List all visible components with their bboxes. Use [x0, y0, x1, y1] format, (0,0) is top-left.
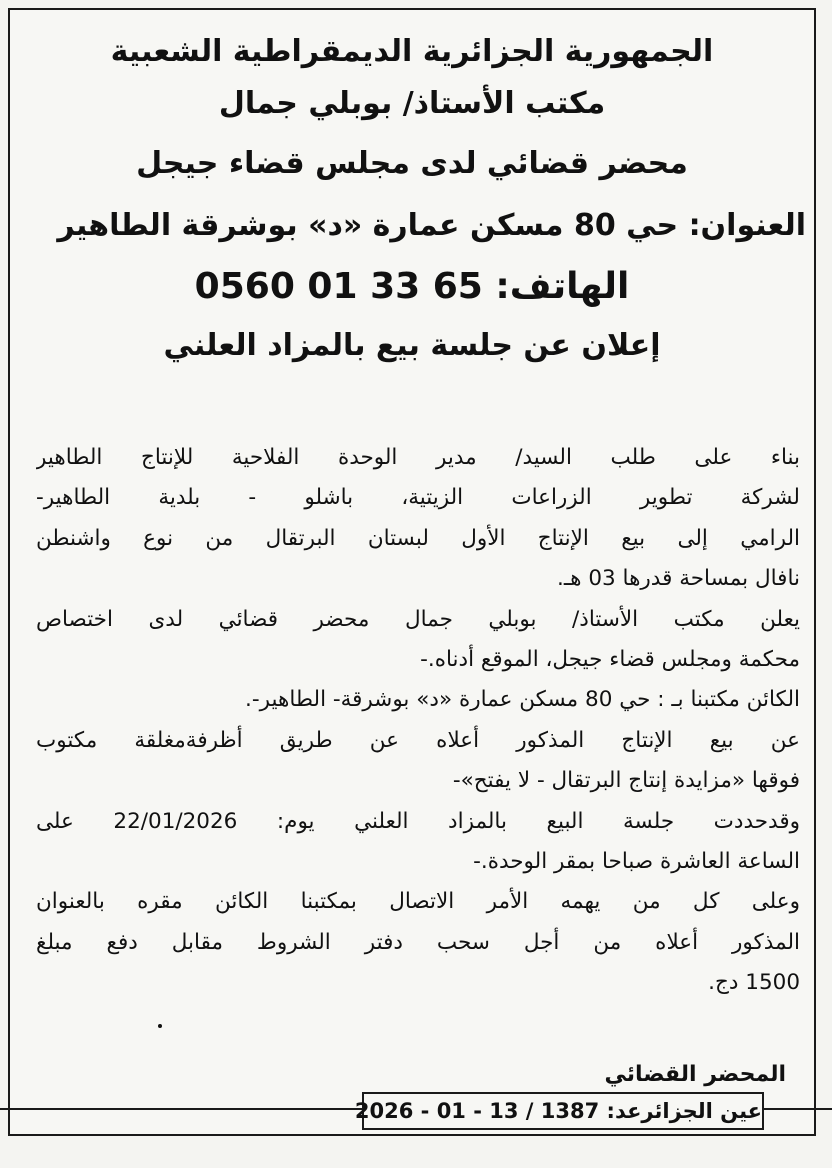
signature: المحضر القضائي	[604, 1062, 786, 1087]
office-address: العنوان: حي 80 مسكن عمارة «د» بوشرقة الطاهير	[57, 208, 806, 243]
announcement-title: إعلان عن جلسة بيع بالمزاد العلني	[163, 328, 661, 363]
state-title: الجمهورية الجزائرية الديمقراطية الشعبية	[110, 34, 714, 69]
body-line: بناء على طلب السيد/ مدير الوحدة الفلاحية للإنتاج الطاهير	[36, 445, 800, 470]
body-line: محكمة ومجلس قضاء جيجل، الموقع أدناه.-	[420, 647, 800, 673]
body-line: وقدحددت جلسة البيع بالمزاد العلني يوم: 22/01/2026 على	[36, 808, 800, 834]
body-line: عن بيع الإنتاج المذكور أعلاه عن طريق أظرفةمغلقة مكتوب	[36, 727, 800, 753]
body-line: الساعة العاشرة صباحا بمقر الوحدة.-	[473, 849, 800, 875]
announcement-body	[36, 438, 800, 1004]
officer-title: محضر قضائي لدى مجلس قضاء جيجل	[136, 146, 688, 181]
body-line: يعلن مكتب الأستاذ/ بوبلي جمال محضر قضائي لدى اختصاص	[36, 606, 800, 632]
body-line: وعلى كل من يهمه الأمر الاتصال بمكتبنا الكائن مقره بالعنوان	[36, 889, 800, 915]
letterhead	[10, 10, 814, 384]
body-line: الكائن مكتبنا بـ : حي 80 مسكن عمارة «د» بوشرقة- الطاهير-.	[245, 687, 800, 713]
publication-reference: عين الجزائرعد: 1387 / 13 - 01 - 2026	[362, 1092, 764, 1130]
body-line: فوقها «مزايدة إنتاج البرتقال - لا يفتح»-	[452, 768, 800, 794]
body-line: الرامي إلى بيع الإنتاج الأول لبستان البرتقال من نوع واشنطن	[36, 525, 800, 551]
body-line: لشركة تطوير الزراعات الزيتية، باشلو - بلدية الطاهير-	[36, 485, 800, 511]
print-speck	[158, 1024, 162, 1028]
body-line: المذكور أعلاه من أجل سحب دفتر الشروط مقابل دفع مبلغ	[36, 929, 800, 955]
office-phone: الهاتف: 65 33 01 0560	[194, 266, 630, 307]
office-name: مكتب الأستاذ/ بوبلي جمال	[218, 86, 606, 121]
body-line: نافال بمساحة قدرها 03 هـ.	[557, 566, 800, 592]
body-line: 1500 دج.	[708, 970, 800, 996]
announcement-frame	[8, 8, 816, 1136]
